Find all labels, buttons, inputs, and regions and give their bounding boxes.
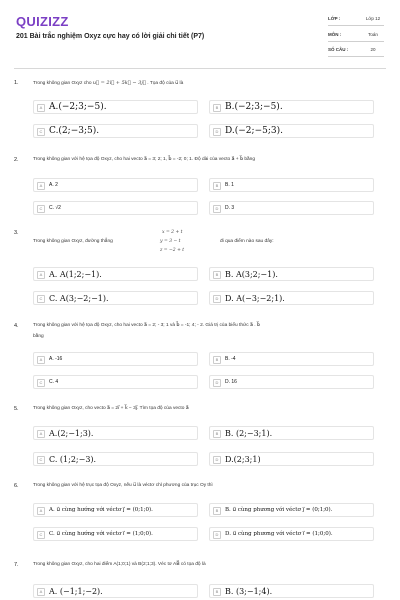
option-a[interactable] <box>33 503 198 517</box>
option-text: D.(2;3;1) <box>225 454 261 464</box>
option-letter: C <box>37 456 45 464</box>
option-text: B. -4 <box>225 356 236 362</box>
option-text: D.(−2;−5;3). <box>225 126 283 136</box>
option-c[interactable] <box>33 201 198 215</box>
stem-math: u⃗ = 2i⃗ + 5k⃗ − 3j⃗ <box>92 80 146 86</box>
question-number: 1. <box>14 80 19 86</box>
meta-subject <box>328 32 384 37</box>
option-b[interactable] <box>209 503 374 517</box>
option-b[interactable] <box>209 267 374 281</box>
option-b[interactable] <box>209 178 374 192</box>
meta-value: Toán <box>368 32 378 37</box>
option-d[interactable] <box>209 124 374 138</box>
option-letter: D <box>213 379 221 387</box>
option-letter: A <box>37 588 45 596</box>
option-letter: A <box>37 430 45 438</box>
question-stem: Trong không gian với hệ trục tọa độ Oxyz, nếu u⃗ là véctơ chỉ phương của trục Oy thì <box>33 483 213 488</box>
option-letter: D <box>213 128 221 136</box>
option-a[interactable] <box>33 584 198 598</box>
system-line: x = 2 + t <box>162 230 183 235</box>
option-b[interactable] <box>209 426 374 440</box>
option-letter: B <box>213 430 221 438</box>
option-text: A. 2 <box>49 182 58 188</box>
option-d[interactable] <box>209 201 374 215</box>
question-number: 5. <box>14 406 19 412</box>
option-text: D. 16 <box>225 379 237 385</box>
meta-grade <box>328 16 384 21</box>
question-number: 6. <box>14 483 19 489</box>
option-d[interactable] <box>209 527 374 541</box>
option-letter: C <box>37 531 45 539</box>
question-stem: Trong không gian Oxyz, cho vecto a⃗ = 2i⃗ + k⃗ − 3j⃗. Tìm tọa độ của vecto a⃗ <box>33 406 189 411</box>
option-letter: D <box>213 456 221 464</box>
system-line: z = −2 + t <box>160 248 185 253</box>
question-stem: Trong không gian Oxyz, cho hai điểm A(1;0;1) và B(2;1;3). Véc tơ AB⃗ có tọa độ là <box>33 562 206 567</box>
stem-tail: đi qua điểm nào sau đây: <box>220 239 274 244</box>
option-letter: B <box>213 104 221 112</box>
option-b[interactable] <box>209 352 374 366</box>
option-text: C. (1;2;−3). <box>49 454 97 464</box>
question-stem: Trong không gian với hệ tọa độ Oxyz, cho hai vecto a⃗ = 3; 2; 1, b⃗ = -2; 0; 1. Độ dài của vecto a⃗ + b⃗ bằng <box>33 157 255 162</box>
option-letter: B <box>213 271 221 279</box>
option-letter: C <box>37 379 45 387</box>
option-letter: A <box>37 507 45 515</box>
option-text: C. 4 <box>49 379 59 385</box>
option-letter: A <box>37 356 45 364</box>
option-letter: A <box>37 182 45 190</box>
option-b[interactable] <box>209 100 374 114</box>
option-letter: D <box>213 205 221 213</box>
question-stem: Trong không gian Oxyz, đường thẳng <box>33 239 113 244</box>
option-text: B. (2;−3;1). <box>225 428 273 438</box>
option-b[interactable] <box>209 584 374 598</box>
system-line: y = 3 − t <box>160 239 181 244</box>
option-d[interactable] <box>209 375 374 389</box>
option-text: A.(2;−1;3). <box>49 428 94 438</box>
option-text: D. A(−3;−2;1). <box>225 293 285 303</box>
meta-divider <box>328 41 384 42</box>
question-number: 3. <box>14 230 19 236</box>
option-c[interactable] <box>33 527 198 541</box>
meta-label: LỚP : <box>328 16 341 21</box>
option-letter: B <box>213 182 221 190</box>
question-stem <box>33 80 183 86</box>
option-text: D. 3 <box>225 205 235 211</box>
option-text: C. A(3;−2;−1). <box>49 293 109 303</box>
option-text: B. A(3;2;−1). <box>225 269 278 279</box>
meta-value: Lớp 12 <box>365 16 381 21</box>
option-letter: D <box>213 531 221 539</box>
option-d[interactable] <box>209 291 374 305</box>
option-a[interactable] <box>33 426 198 440</box>
option-text: B. 1 <box>225 182 234 188</box>
question-number: 2. <box>14 157 19 163</box>
question-number: 7. <box>14 562 19 568</box>
option-letter: C <box>37 128 45 136</box>
header-divider <box>14 68 386 69</box>
option-c[interactable] <box>33 452 198 466</box>
quizizz-logo: QUIZIZZ <box>16 14 69 29</box>
question-stem-cont: bằng <box>33 334 44 339</box>
option-c[interactable] <box>33 291 198 305</box>
meta-divider <box>328 25 384 26</box>
option-text: A. A(1;2;−1). <box>49 269 102 279</box>
option-a[interactable] <box>33 267 198 281</box>
option-d[interactable] <box>209 452 374 466</box>
stem-text: Trong không gian Oxyz cho <box>33 81 92 86</box>
option-c[interactable] <box>33 375 198 389</box>
option-letter: A <box>37 271 45 279</box>
option-text: B.(−2;3;−5). <box>225 102 283 112</box>
option-text: C. u⃗ cùng hướng với véctơ i⃗ = (1;0;0). <box>49 530 153 537</box>
meta-count <box>328 47 384 52</box>
option-a[interactable] <box>33 178 198 192</box>
option-letter: B <box>213 507 221 515</box>
option-c[interactable] <box>33 124 198 138</box>
question-stem: Trong không gian với hệ tọa độ Oxyz, cho hai vecto a⃗ = 2; - 3; 1 và b⃗ = -1; 4; - 2. Giá trị của biểu thức a⃗ . b⃗ <box>33 323 260 328</box>
option-text: B. u⃗ cùng phương với véctơ j⃗ = (0;1;0). <box>225 506 333 513</box>
stem-tail: . Tọa độ của u⃗ là <box>147 81 184 86</box>
meta-label: SỐ CÂU : <box>328 47 349 52</box>
option-text: A.(−2;3;−5). <box>49 102 107 112</box>
option-text: D. u⃗ cùng phương với véctơ i⃗ = (1;0;0). <box>225 530 333 537</box>
option-text: C.(2;−3;5). <box>49 126 100 136</box>
option-text: A. (−1;1;−2). <box>49 586 103 596</box>
option-letter: B <box>213 356 221 364</box>
option-letter: C <box>37 205 45 213</box>
option-a[interactable] <box>33 100 198 114</box>
meta-divider <box>328 56 384 57</box>
option-letter: D <box>213 295 221 303</box>
page-title: 201 Bài trắc nghiệm Oxyz cực hay có lời giải chi tiết (P7) <box>16 33 205 40</box>
meta-value: 20 <box>370 47 376 52</box>
option-a[interactable] <box>33 352 198 366</box>
option-letter: A <box>37 104 45 112</box>
option-letter: C <box>37 295 45 303</box>
worksheet-header <box>0 0 400 64</box>
option-text: C. √2 <box>49 205 61 211</box>
option-text: B. (3;−1;4). <box>225 586 273 596</box>
option-text: A. -16 <box>49 356 63 362</box>
option-letter: B <box>213 588 221 596</box>
question-number: 4. <box>14 323 19 329</box>
meta-label: MÔN : <box>328 32 342 37</box>
option-text: A. u⃗ cùng hướng với véctơ j⃗ = (0;1;0). <box>49 506 153 513</box>
